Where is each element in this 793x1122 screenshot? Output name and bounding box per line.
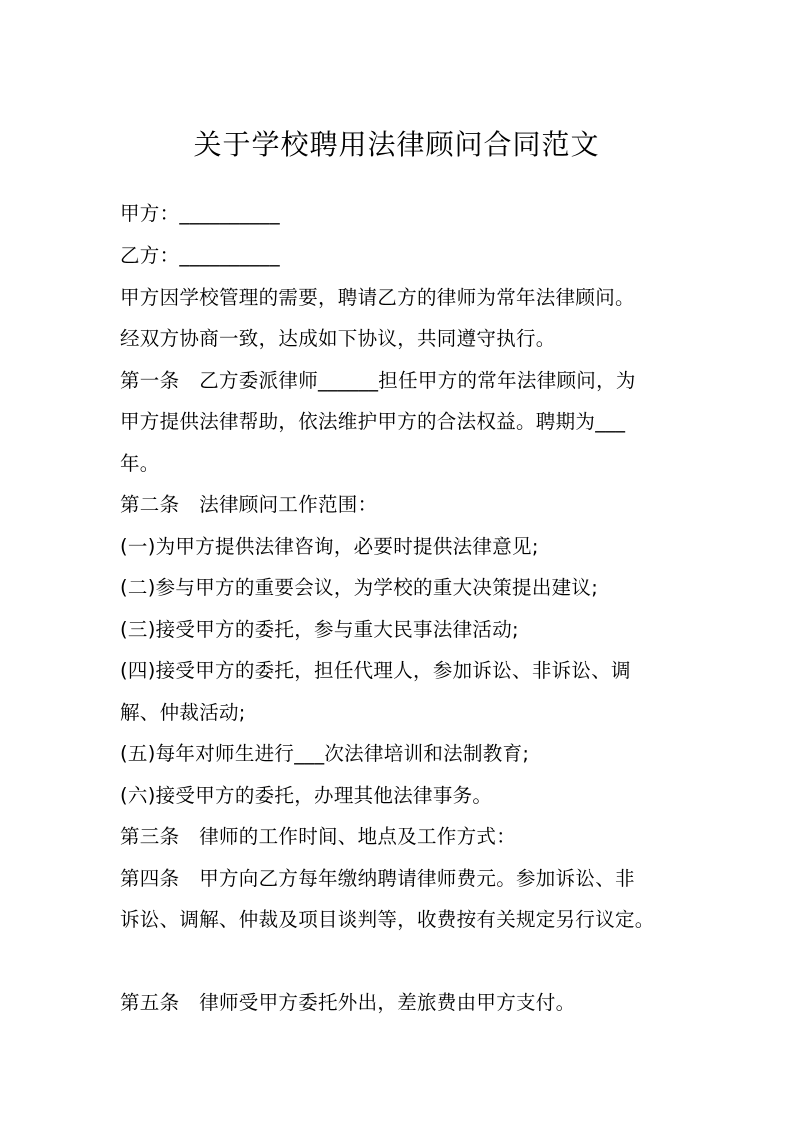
article-2-line: 第二条 法律顾问工作范围： [120, 493, 378, 516]
list-item: (四)接受甲方的委托，担任代理人，参加诉讼、非诉讼、调 [120, 659, 631, 682]
paragraph-line: 年。 [120, 452, 160, 475]
paragraph-line: 甲方因学校管理的需要，聘请乙方的律师为常年法律顾问。 [120, 286, 635, 309]
paragraph-line: 诉讼、调解、仲裁及项目谈判等，收费按有关规定另行议定。 [120, 908, 655, 931]
list-item: (一)为甲方提供法律咨询，必要时提供法律意见; [120, 535, 539, 558]
list-item: 解、仲裁活动; [120, 701, 246, 724]
list-item: (六)接受甲方的委托，办理其他法律事务。 [120, 784, 493, 807]
paragraph-line: 经双方协商一致，达成如下协议，共同遵守执行。 [120, 327, 556, 350]
list-item: (五)每年对师生进行___次法律培训和法制教育; [120, 742, 530, 765]
party-b-line: 乙方：__________ [120, 244, 280, 267]
article-5-line: 第五条 律师受甲方委托外出，差旅费由甲方支付。 [120, 991, 576, 1014]
list-item: (二)参与甲方的重要会议，为学校的重大决策提出建议; [120, 576, 599, 599]
party-a-line: 甲方：__________ [120, 202, 280, 225]
article-1-line: 第一条 乙方委派律师______担任甲方的常年法律顾问，为 [120, 369, 636, 392]
article-4-line: 第四条 甲方向乙方每年缴纳聘请律师费元。参加诉讼、非 [120, 867, 635, 890]
paragraph-line: 甲方提供法律帮助，依法维护甲方的合法权益。聘期为___ [120, 410, 626, 433]
document-title: 关于学校聘用法律顾问合同范文 [193, 128, 600, 161]
article-3-line: 第三条 律师的工作时间、地点及工作方式： [120, 825, 517, 848]
list-item: (三)接受甲方的委托，参与重大民事法律活动; [120, 618, 519, 641]
